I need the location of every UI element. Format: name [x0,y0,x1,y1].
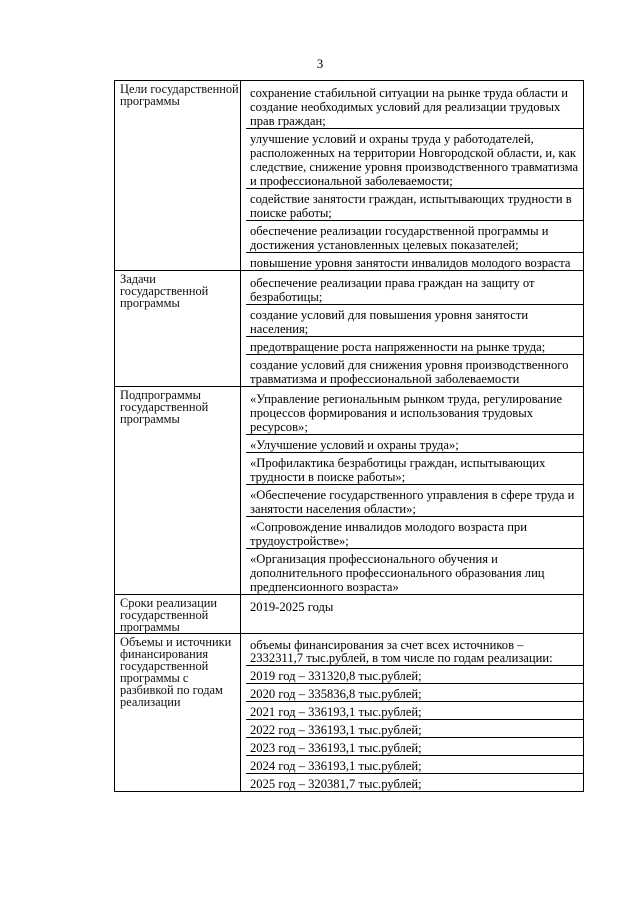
program-passport-table [114,80,584,792]
table-row [115,387,584,595]
row-content [241,271,584,387]
list-item: создание условий для снижения уровня производственного травматизма и профессиональной заболеваемости [250,358,569,386]
row-content [241,387,584,595]
row-label: Объемы и источники финансирования государственной программы с разбивкой по годам реализации [115,634,241,792]
list-item: «Управление региональным рынком труда, регулирование процессов формирования и использования трудовых ресурсов»; [246,389,583,435]
list-item: улучшение условий и охраны труда у работодателей, расположенных на территории Новгородской области, и, как следствие, снижение уровня производственного травматизма и профессиональной заболеваемости; [246,129,583,189]
list-item: «Обеспечение государственного управления в сфере труда и занятости населения области»; [246,485,583,517]
list-item: «Улучшение условий и охраны труда»; [246,435,583,453]
list-item: 2022 год – 336193,1 тыс.рублей; [246,720,583,738]
row-content [241,81,584,271]
list-item: 2019-2025 годы [250,600,334,614]
list-item: 2020 год – 335836,8 тыс.рублей; [246,684,583,702]
list-item: обеспечение реализации государственной программы и достижения установленных целевых показателей; [246,221,583,253]
list-item: объемы финансирования за счет всех источников – 2332311,7 тыс.рублей, в том числе по годам реализации: [246,636,583,666]
row-content [241,634,584,792]
list-item: «Сопровождение инвалидов молодого возраста при трудоустройстве»; [246,517,583,549]
table-row [115,634,584,792]
list-item: содействие занятости граждан, испытывающих трудности в поиске работы; [246,189,583,221]
list-item: 2019 год – 331320,8 тыс.рублей; [246,666,583,684]
row-label: Задачи государственной программы [115,271,241,387]
row-label: Цели государственной программы [115,81,241,271]
list-item: «Профилактика безработицы граждан, испытывающих трудности в поиске работы»; [246,453,583,485]
list-item: 2024 год – 336193,1 тыс.рублей; [246,756,583,774]
row-content [241,595,584,634]
list-item: 2023 год – 336193,1 тыс.рублей; [246,738,583,756]
list-item: 2021 год – 336193,1 тыс.рублей; [246,702,583,720]
row-label: Сроки реализации государственной программы [115,595,241,634]
list-item: создание условий для повышения уровня занятости населения; [246,305,583,337]
list-item: сохранение стабильной ситуации на рынке труда области и создание необходимых условий для реализации трудовых прав граждан; [246,83,583,129]
list-item: 2025 год – 320381,7 тыс.рублей; [250,777,422,791]
list-item: предотвращение роста напряженности на рынке труда; [246,337,583,355]
list-item: «Организация профессионального обучения и дополнительного профессионального образования лиц предпенсионного возраста» [250,552,545,594]
list-item: повышение уровня занятости инвалидов молодого возраста [250,256,571,270]
table-row [115,271,584,387]
table-row [115,81,584,271]
list-item: обеспечение реализации права граждан на защиту от безработицы; [246,273,583,305]
page-number: 3 [316,56,324,71]
table-row [115,595,584,634]
row-label: Подпрограммы государственной программы [115,387,241,595]
